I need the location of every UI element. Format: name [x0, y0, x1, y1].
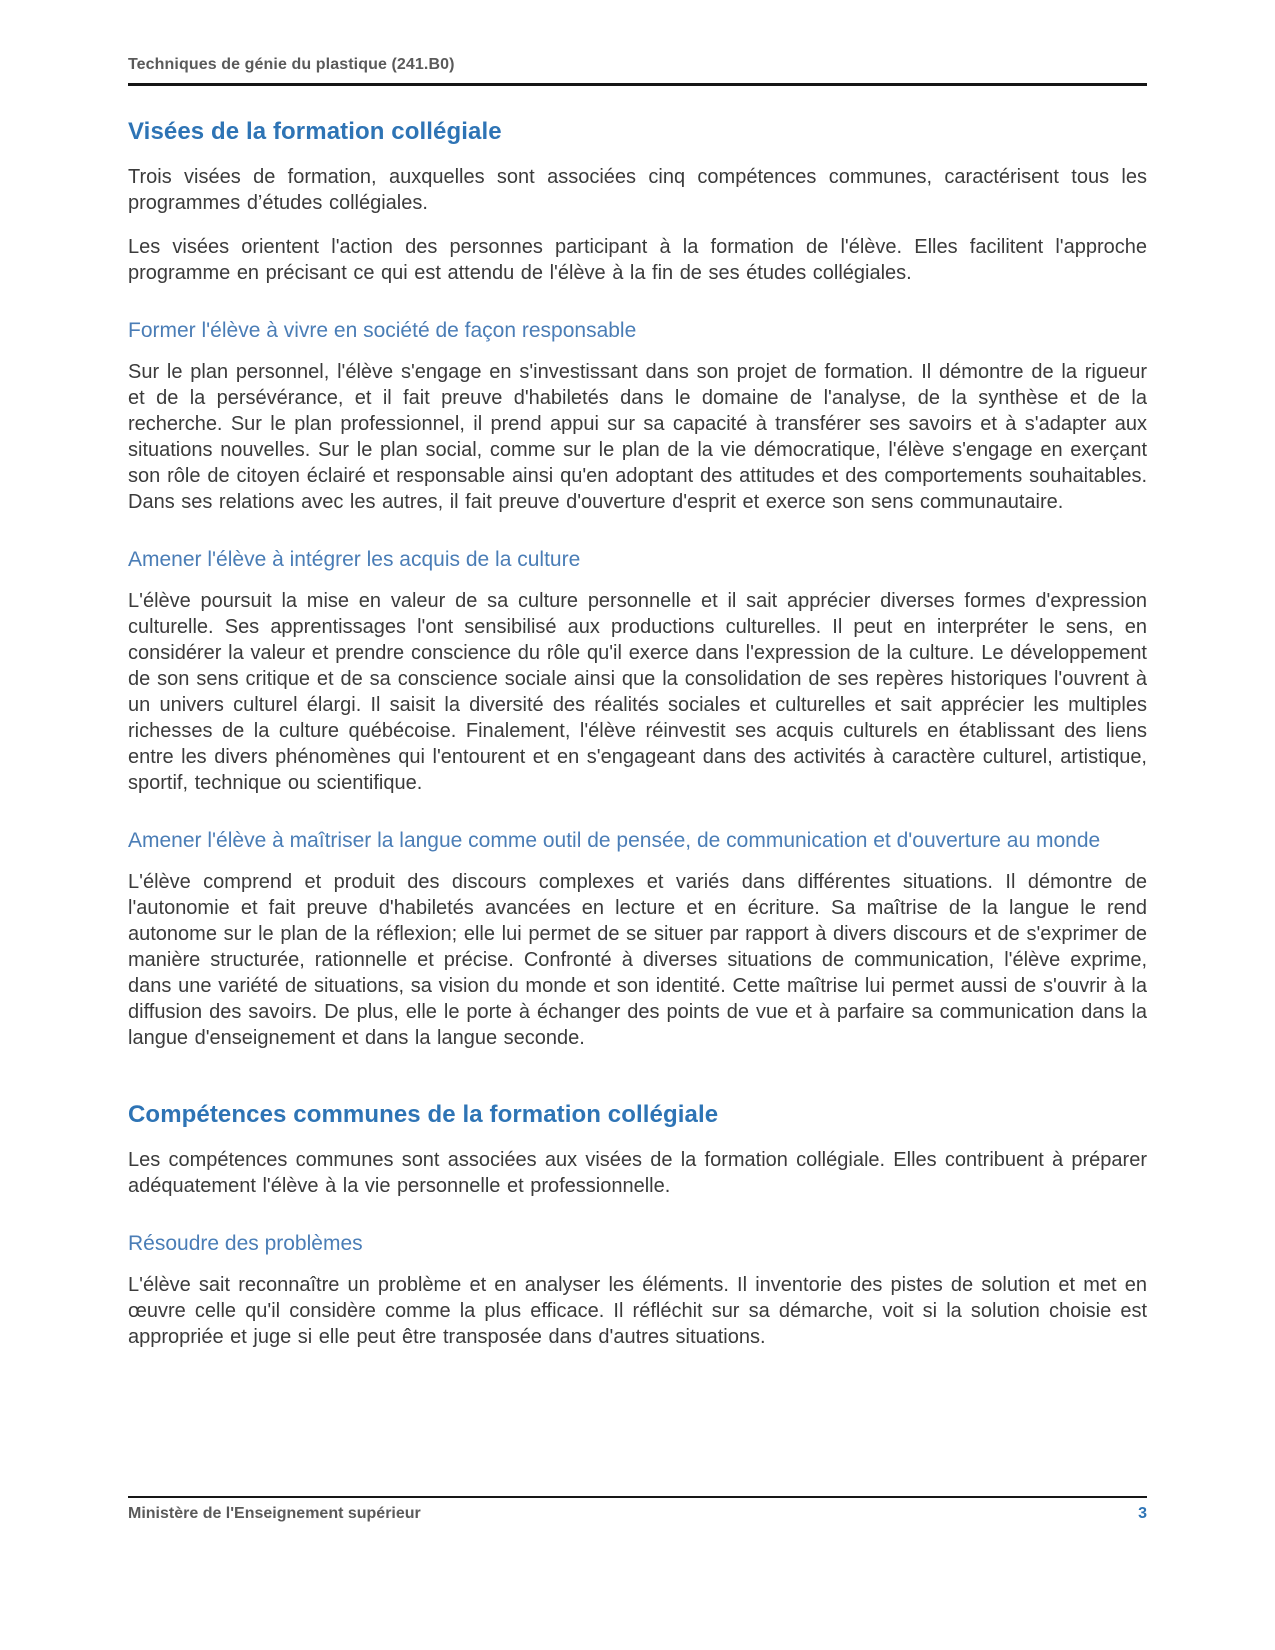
subsection-title-resoudre-problemes: Résoudre des problèmes: [128, 1232, 363, 1255]
paragraph-integrer-culture: L'élève poursuit la mise en valeur de sa culture personnelle et il sait apprécier diverses formes d'expression culturelle. Ses apprentissages l'ont sensibilisé aux productions culturelles. Il peut en interpréter le sens, en considérer la valeur et prendre conscience du rôle qu'il exerce dans l'expression de la culture. Le développement de son sens critique et de sa conscience sociale ainsi que la consolidation de ses repères historiques l'ouvrent à un univers culturel élargi. Il saisit la diversité des réalités sociales et culturelles et sait apprécier les multiples richesses de la culture québécoise. Finalement, l'élève réinvestit ses acquis culturels en établissant des liens entre les divers phénomènes qui l'entourent et en s'engageant dans des activités à caractère culturel, artistique, sportif, technique ou scientifique.: [128, 590, 1147, 794]
paragraph-maitriser-langue: L'élève comprend et produit des discours complexes et variés dans différentes situations. Il démontre de l'autonomie et fait preuve d'habiletés avancées en lecture et en écriture. Sa maîtrise de la langue le rend autonome sur le plan de la réflexion; elle lui permet de se situer par rapport à divers discours et de s'exprimer de manière structurée, rationnelle et précise. Confronté à diverses situations de communication, l'élève exprime, dans une variété de situations, sa vision du monde et son identité. Cette maîtrise lui permet aussi de s'ouvrir à la diffusion des savoirs. De plus, elle le porte à échanger des points de vue et à parfaire sa communication dans la langue d'enseignement et dans la langue seconde.: [128, 871, 1147, 1049]
subsection-title-integrer-culture: Amener l'élève à intégrer les acquis de la culture: [128, 548, 581, 571]
page-header: [128, 56, 1147, 86]
subsection-title-former-eleve: Former l'élève à vivre en société de façon responsable: [128, 319, 637, 342]
page-number: 3: [1138, 1505, 1147, 1522]
document-body: [128, 118, 1147, 1350]
paragraph-visees-intro-2: Les visées orientent l'action des personnes participant à la formation de l'élève. Elles facilitent l'approche programme en précisant ce qui est attendu de l'élève à la fin de ses études collégiales.: [128, 236, 1147, 284]
section-title-visees: Visées de la formation collégiale: [128, 118, 502, 145]
paragraph-competences-intro: Les compétences communes sont associées aux visées de la formation collégiale. Elles contribuent à préparer adéquatement l'élève à la vie personnelle et professionnelle.: [128, 1149, 1147, 1197]
paragraph-resoudre-problemes: L'élève sait reconnaître un problème et en analyser les éléments. Il inventorie des pistes de solution et met en œuvre celle qu'il considère comme la plus efficace. Il réfléchit sur sa démarche, voit si la solution choisie est appropriée et juge si elle peut être transposée dans d'autres situations.: [128, 1274, 1147, 1348]
footer-ministry-label: Ministère de l'Enseignement supérieur: [128, 1505, 421, 1522]
subsection-title-maitriser-langue: Amener l'élève à maîtriser la langue comme outil de pensée, de communication et d'ouverture au monde: [128, 829, 1101, 852]
page-footer: [128, 1496, 1147, 1523]
paragraph-visees-intro-1: Trois visées de formation, auxquelles sont associées cinq compétences communes, caractérisent tous les programmes d’études collégiales.: [128, 166, 1147, 214]
running-header-title: Techniques de génie du plastique (241.B0): [128, 56, 455, 73]
section-title-competences-communes: Compétences communes de la formation collégiale: [128, 1101, 719, 1128]
paragraph-former-eleve: Sur le plan personnel, l'élève s'engage en s'investissant dans son projet de formation. Il démontre de la rigueur et de la persévérance, et il fait preuve d'habiletés dans le domaine de l'analyse, de la synthèse et de la recherche. Sur le plan professionnel, il prend appui sur sa capacité à transférer ses savoirs et à s'adapter aux situations nouvelles. Sur le plan social, comme sur le plan de la vie démocratique, l'élève s'engage en exerçant son rôle de citoyen éclairé et responsable ainsi qu'en adoptant des attitudes et des comportements souhaitables. Dans ses relations avec les autres, il fait preuve d'ouverture d'esprit et exerce son sens communautaire.: [128, 361, 1147, 513]
